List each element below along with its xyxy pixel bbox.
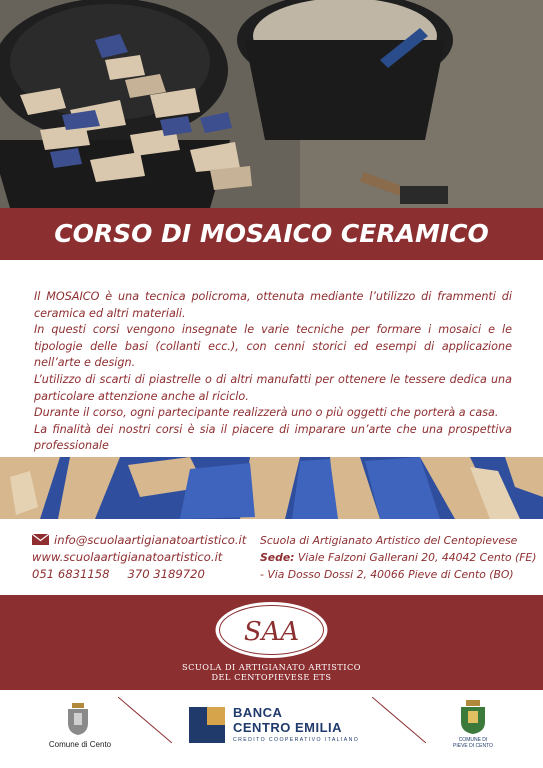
divider-line bbox=[118, 697, 172, 743]
logo-monogram: SAA bbox=[243, 617, 300, 647]
bank-tagline: CREDITO COOPERATIVO ITALIANO bbox=[233, 737, 360, 743]
cento-label: Comune di Cento bbox=[48, 740, 112, 749]
description-paragraph: La finalità dei nostri corsi è sia il piacere di imparare un’arte che una prospettiva professionale bbox=[34, 422, 512, 453]
school-name-line1: SCUOLA DI ARTIGIANATO ARTISTICO bbox=[182, 662, 361, 672]
photo-mosaic-tiles bbox=[0, 457, 543, 519]
second-address: - Via Dosso Dossi 2, 40066 Pieve di Cento (BO) bbox=[260, 568, 514, 581]
school-name bbox=[100, 662, 443, 682]
cento-crest-icon bbox=[66, 703, 90, 735]
phone-number[interactable]: 051 6831158 bbox=[32, 567, 110, 581]
mail-icon bbox=[32, 534, 49, 545]
divider-line bbox=[372, 697, 426, 743]
pieve-crest-icon bbox=[458, 700, 488, 734]
course-description bbox=[34, 289, 512, 455]
sede-line bbox=[260, 549, 537, 566]
bank-logo-mark bbox=[189, 707, 225, 743]
sede-address: Viale Falzoni Gallerani 20, 44042 Cento (FE) bbox=[294, 551, 537, 564]
description-paragraph: Il MOSAICO è una tecnica policroma, ottenuta mediante l’utilizzo di frammenti di ceramica ed altri materiali. bbox=[34, 290, 512, 320]
school-address bbox=[260, 532, 537, 583]
description-paragraph: In questi corsi vengono insegnate le varie tecniche per formare i mosaici e le tipologie delle basi (collanti ecc.), con cenni storici ed esempi di applicazione nell’arte e design. bbox=[34, 323, 512, 370]
page-title: CORSO DI MOSAICO CERAMICO bbox=[54, 219, 489, 248]
sede-label: Sede: bbox=[260, 551, 295, 564]
photo-ceramic-buckets bbox=[0, 0, 543, 208]
email-link[interactable]: info@scuolaartigianatoartistico.it bbox=[54, 533, 247, 547]
bank-name-line2: CENTRO EMILIA bbox=[233, 720, 343, 735]
bank-name-line1: BANCA bbox=[233, 705, 283, 720]
contact-info bbox=[32, 532, 258, 583]
school-logo bbox=[213, 600, 330, 660]
pieve-label-line1: COMUNE DI bbox=[458, 737, 488, 743]
phone-number-mobile[interactable]: 370 3189720 bbox=[127, 567, 205, 581]
school-name-line2: DEL CENTOPIEVESE ETS bbox=[211, 672, 332, 682]
description-paragraph: Durante il corso, ogni partecipante realizzerà uno o più oggetti che porterà a casa. bbox=[34, 406, 499, 420]
school-name-text: Scuola di Artigianato Artistico del Centopievese bbox=[260, 534, 518, 547]
pieve-label-line2: PIEVE DI CENTO bbox=[453, 743, 493, 749]
email-line bbox=[32, 532, 258, 549]
phone-line bbox=[32, 566, 258, 583]
description-paragraph: L’utilizzo di scarti di piastrelle o di altri manufatti per ottenere le tessere dedica una particolare attenzione anche al riciclo. bbox=[34, 372, 512, 403]
pieve-label bbox=[448, 737, 498, 749]
website-link[interactable]: www.scuolaartigianatoartistico.it bbox=[32, 550, 223, 564]
